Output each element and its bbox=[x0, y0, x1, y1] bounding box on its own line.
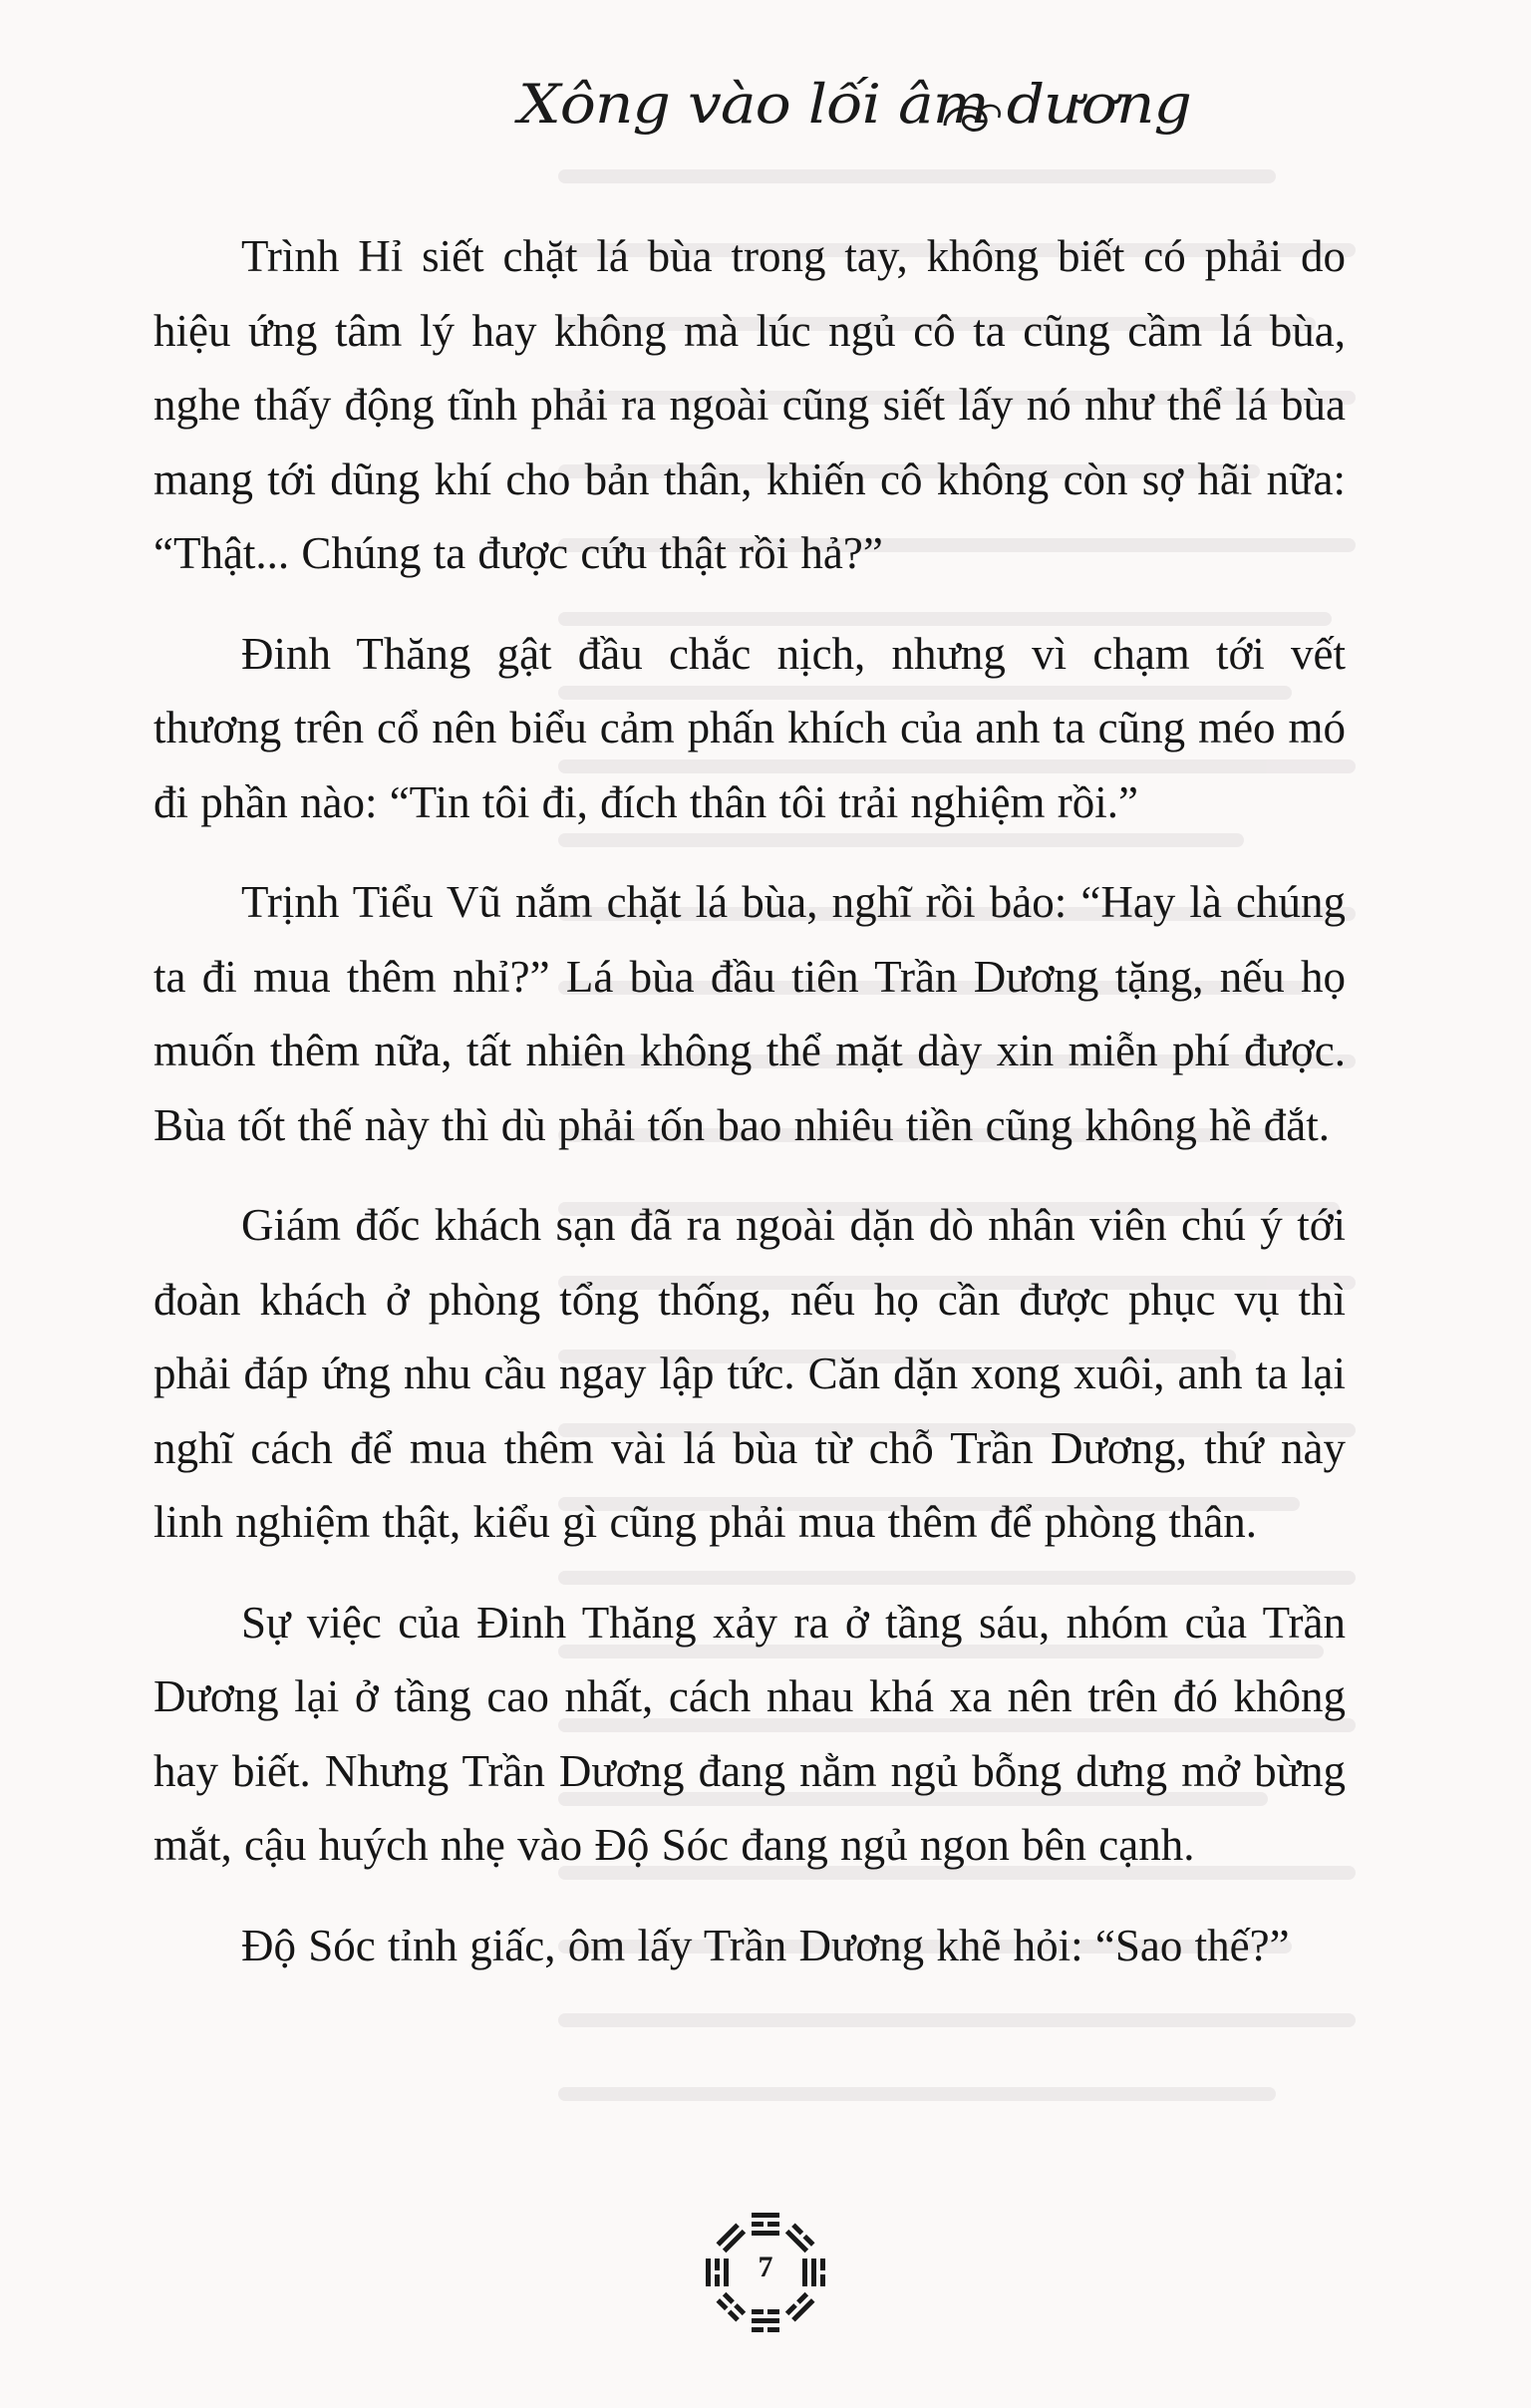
paragraph: Giám đốc khách sạn đã ra ngoài dặn dò nhân viên chú ý tới đoàn khách ở phòng tổng thống, nếu họ cần được phục vụ thì phải đáp ứng nhu cầu ngay lập tức. Căn dặn xong xuôi, anh ta lại nghĩ cách để mua thêm vài lá bùa từ chỗ Trần Dương, thứ này linh nghiệm thật, kiểu gì cũng phải mua thêm để phòng thân. bbox=[153, 1200, 1346, 1547]
chapter-body bbox=[153, 219, 1346, 2008]
paragraph: Độ Sóc tỉnh giấc, ôm lấy Trần Dương khẽ hỏi: “Sao thế?” bbox=[241, 1920, 1290, 1970]
page-number: 7 bbox=[758, 2251, 773, 2283]
paragraph: Trình Hỉ siết chặt lá bùa trong tay, không biết có phải do hiệu ứng tâm lý hay không mà lúc ngủ cô ta cũng cầm lá bùa, nghe thấy động tĩnh phải ra ngoài cũng siết lấy nó như thể lá bùa mang tới dũng khí cho bản thân, khiến cô không còn sợ hãi nữa: “Thật... Chúng ta được cứu thật rồi hả?” bbox=[153, 231, 1346, 578]
paragraph: Sự việc của Đinh Thăng xảy ra ở tầng sáu, nhóm của Trần Dương lại ở tầng cao nhất, cách nhau khá xa nên trên đó không hay biết. Nhưng Trần Dương đang nằm ngủ bỗng dưng mở bừng mắt, cậu huých nhẹ vào Độ Sóc đang ngủ ngon bên cạnh. bbox=[153, 1597, 1346, 1870]
paragraph: Đinh Thăng gật đầu chắc nịch, nhưng vì chạm tới vết thương trên cổ nên biểu cảm phấn khích của anh ta cũng méo mó đi phần nào: “Tin tôi đi, đích thân tôi trải nghiệm rồi.” bbox=[153, 628, 1346, 827]
running-header bbox=[0, 62, 1531, 151]
page-number-ornament bbox=[698, 2205, 833, 2340]
swirl-ornament-icon bbox=[937, 96, 1007, 146]
book-title: Xông vào lối âm dương bbox=[518, 73, 1191, 137]
paragraph: Trịnh Tiểu Vũ nắm chặt lá bùa, nghĩ rồi bảo: “Hay là chúng ta đi mua thêm nhỉ?” Lá bùa đầu tiên Trần Dương tặng, nếu họ muốn thêm nữa, tất nhiên không thể mặt dày xin miễn phí được. Bùa tốt thế này thì dù phải tốn bao nhiêu tiền cũng không hề đắt. bbox=[153, 877, 1346, 1150]
